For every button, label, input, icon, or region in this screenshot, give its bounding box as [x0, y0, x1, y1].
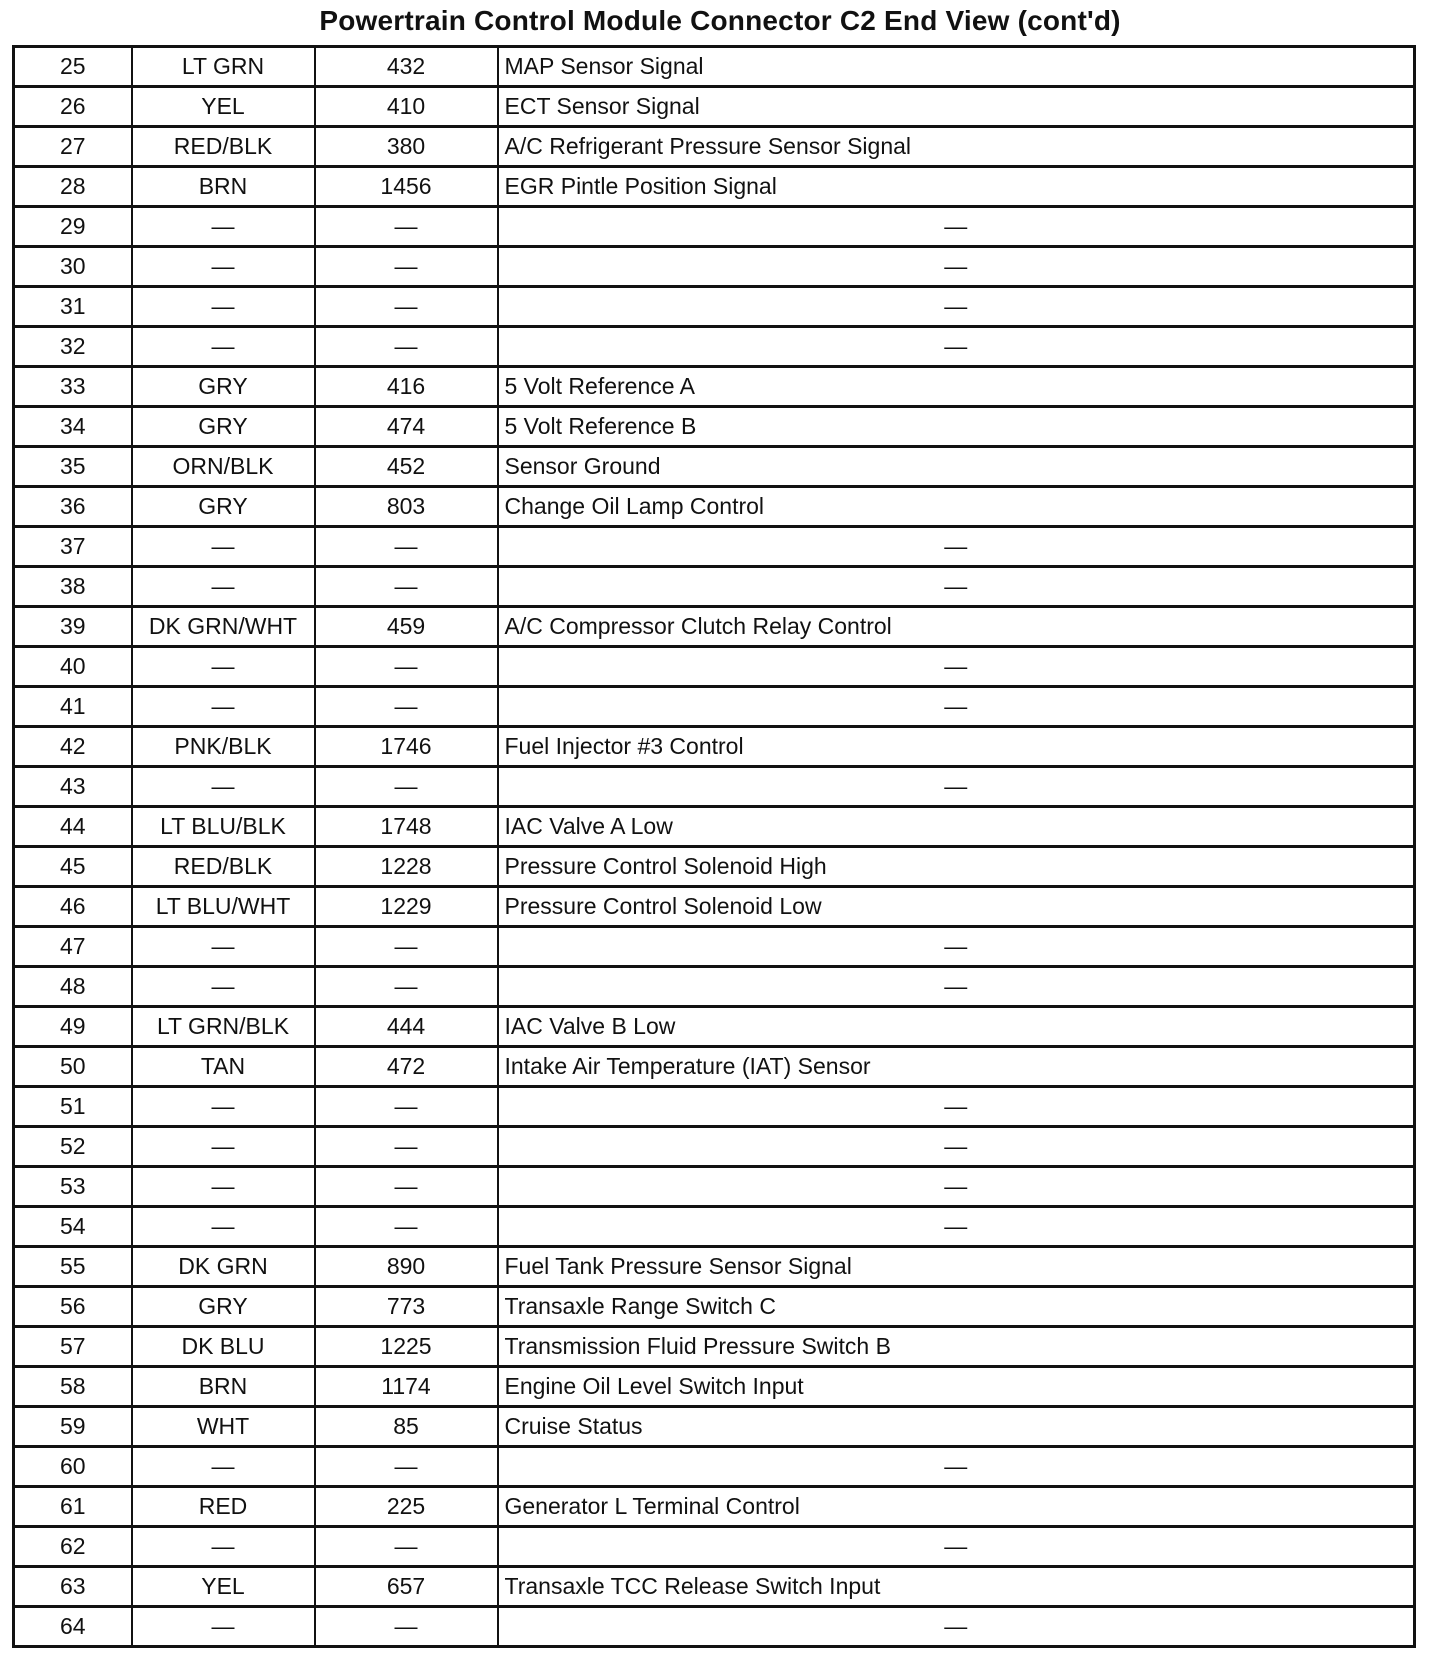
circuit-number-cell: — [315, 287, 498, 327]
function-cell: — [498, 327, 1415, 367]
pin-number-cell: 33 [14, 367, 132, 407]
circuit-number-cell: 410 [315, 87, 498, 127]
circuit-number-cell: 1229 [315, 887, 498, 927]
circuit-number-cell: — [315, 1087, 498, 1127]
wire-color-cell: BRN [132, 1367, 315, 1407]
wire-color-cell: BRN [132, 167, 315, 207]
table-row [14, 1007, 1415, 1047]
page-title: Powertrain Control Module Connector C2 End View (cont'd) [319, 5, 1121, 36]
circuit-number-cell: 1746 [315, 727, 498, 767]
function-cell: Transaxle Range Switch C [498, 1287, 1415, 1327]
table-row [14, 647, 1415, 687]
table-row [14, 1367, 1415, 1407]
wire-color-cell: — [132, 1087, 315, 1127]
table-row [14, 887, 1415, 927]
table-row [14, 167, 1415, 207]
function-cell: — [498, 287, 1415, 327]
pin-number-cell: 28 [14, 167, 132, 207]
circuit-number-cell: — [315, 1447, 498, 1487]
table-row [14, 927, 1415, 967]
function-cell: ECT Sensor Signal [498, 87, 1415, 127]
pin-number-cell: 52 [14, 1127, 132, 1167]
circuit-number-cell: 416 [315, 367, 498, 407]
circuit-number-cell: 474 [315, 407, 498, 447]
pin-number-cell: 27 [14, 127, 132, 167]
circuit-number-cell: 459 [315, 607, 498, 647]
function-cell: — [498, 247, 1415, 287]
wire-color-cell: — [132, 767, 315, 807]
pin-number-cell: 61 [14, 1487, 132, 1527]
table-row [14, 607, 1415, 647]
table-row [14, 1167, 1415, 1207]
table-row [14, 1127, 1415, 1167]
function-cell: Generator L Terminal Control [498, 1487, 1415, 1527]
pin-number-cell: 29 [14, 207, 132, 247]
table-row [14, 47, 1415, 87]
function-cell: — [498, 1127, 1415, 1167]
pin-number-cell: 56 [14, 1287, 132, 1327]
pin-number-cell: 25 [14, 47, 132, 87]
table-row [14, 487, 1415, 527]
table-row [14, 1327, 1415, 1367]
pin-number-cell: 34 [14, 407, 132, 447]
table-row [14, 567, 1415, 607]
table-row [14, 1447, 1415, 1487]
table-row [14, 807, 1415, 847]
function-cell: 5 Volt Reference B [498, 407, 1415, 447]
circuit-number-cell: 773 [315, 1287, 498, 1327]
table-row [14, 1407, 1415, 1447]
function-cell: Fuel Tank Pressure Sensor Signal [498, 1247, 1415, 1287]
pin-number-cell: 32 [14, 327, 132, 367]
wire-color-cell: YEL [132, 1567, 315, 1607]
function-cell: IAC Valve A Low [498, 807, 1415, 847]
function-cell: MAP Sensor Signal [498, 47, 1415, 87]
wire-color-cell: — [132, 287, 315, 327]
pin-number-cell: 42 [14, 727, 132, 767]
table-row [14, 1607, 1415, 1647]
pinout-rows [14, 47, 1415, 1647]
function-cell: — [498, 1207, 1415, 1247]
circuit-number-cell: 803 [315, 487, 498, 527]
wire-color-cell: RED/BLK [132, 847, 315, 887]
wire-color-cell: — [132, 647, 315, 687]
function-cell: — [498, 207, 1415, 247]
wire-color-cell: RED/BLK [132, 127, 315, 167]
wire-color-cell: LT GRN/BLK [132, 1007, 315, 1047]
circuit-number-cell: 1174 [315, 1367, 498, 1407]
wire-color-cell: — [132, 207, 315, 247]
circuit-number-cell: 1748 [315, 807, 498, 847]
wire-color-cell: — [132, 327, 315, 367]
pin-number-cell: 38 [14, 567, 132, 607]
wire-color-cell: — [132, 1607, 315, 1647]
table-row [14, 1087, 1415, 1127]
wire-color-cell: LT GRN [132, 47, 315, 87]
function-cell: Engine Oil Level Switch Input [498, 1367, 1415, 1407]
pin-number-cell: 53 [14, 1167, 132, 1207]
wire-color-cell: YEL [132, 87, 315, 127]
function-cell: — [498, 1087, 1415, 1127]
pin-number-cell: 59 [14, 1407, 132, 1447]
pin-number-cell: 26 [14, 87, 132, 127]
function-cell: A/C Refrigerant Pressure Sensor Signal [498, 127, 1415, 167]
function-cell: Pressure Control Solenoid Low [498, 887, 1415, 927]
table-row [14, 1287, 1415, 1327]
table-row [14, 1527, 1415, 1567]
circuit-number-cell: — [315, 207, 498, 247]
wire-color-cell: PNK/BLK [132, 727, 315, 767]
table-row [14, 847, 1415, 887]
wire-color-cell: TAN [132, 1047, 315, 1087]
wire-color-cell: — [132, 1527, 315, 1567]
function-cell: — [498, 527, 1415, 567]
circuit-number-cell: — [315, 247, 498, 287]
table-row [14, 207, 1415, 247]
pin-number-cell: 50 [14, 1047, 132, 1087]
function-cell: Sensor Ground [498, 447, 1415, 487]
circuit-number-cell: 444 [315, 1007, 498, 1047]
function-cell: Change Oil Lamp Control [498, 487, 1415, 527]
circuit-number-cell: 225 [315, 1487, 498, 1527]
circuit-number-cell: — [315, 687, 498, 727]
pin-number-cell: 35 [14, 447, 132, 487]
function-cell: — [498, 647, 1415, 687]
wire-color-cell: ORN/BLK [132, 447, 315, 487]
function-cell: — [498, 1447, 1415, 1487]
pin-number-cell: 51 [14, 1087, 132, 1127]
function-cell: Fuel Injector #3 Control [498, 727, 1415, 767]
function-cell: A/C Compressor Clutch Relay Control [498, 607, 1415, 647]
pin-number-cell: 44 [14, 807, 132, 847]
wire-color-cell: — [132, 567, 315, 607]
pin-number-cell: 47 [14, 927, 132, 967]
circuit-number-cell: 1228 [315, 847, 498, 887]
wire-color-cell: GRY [132, 407, 315, 447]
table-row [14, 367, 1415, 407]
pin-number-cell: 31 [14, 287, 132, 327]
wire-color-cell: — [132, 687, 315, 727]
wire-color-cell: LT BLU/BLK [132, 807, 315, 847]
pin-number-cell: 49 [14, 1007, 132, 1047]
circuit-number-cell: — [315, 767, 498, 807]
pin-number-cell: 63 [14, 1567, 132, 1607]
table-row [14, 327, 1415, 367]
wire-color-cell: — [132, 527, 315, 567]
pin-number-cell: 57 [14, 1327, 132, 1367]
pin-number-cell: 30 [14, 247, 132, 287]
wire-color-cell: WHT [132, 1407, 315, 1447]
function-cell: — [498, 1167, 1415, 1207]
circuit-number-cell: 657 [315, 1567, 498, 1607]
circuit-number-cell: 472 [315, 1047, 498, 1087]
table-row [14, 1567, 1415, 1607]
wire-color-cell: GRY [132, 487, 315, 527]
circuit-number-cell: — [315, 1167, 498, 1207]
wire-color-cell: GRY [132, 367, 315, 407]
wire-color-cell: — [132, 967, 315, 1007]
circuit-number-cell: — [315, 1607, 498, 1647]
pin-number-cell: 46 [14, 887, 132, 927]
table-row [14, 1487, 1415, 1527]
wire-color-cell: DK GRN [132, 1247, 315, 1287]
function-cell: Intake Air Temperature (IAT) Sensor [498, 1047, 1415, 1087]
table-row [14, 1047, 1415, 1087]
pin-number-cell: 54 [14, 1207, 132, 1247]
pin-number-cell: 37 [14, 527, 132, 567]
function-cell: — [498, 1527, 1415, 1567]
table-row [14, 967, 1415, 1007]
table-row [14, 247, 1415, 287]
wire-color-cell: RED [132, 1487, 315, 1527]
table-row [14, 127, 1415, 167]
function-cell: — [498, 927, 1415, 967]
circuit-number-cell: — [315, 527, 498, 567]
table-row [14, 687, 1415, 727]
circuit-number-cell: — [315, 1527, 498, 1567]
function-cell: IAC Valve B Low [498, 1007, 1415, 1047]
wire-color-cell: LT BLU/WHT [132, 887, 315, 927]
pin-number-cell: 48 [14, 967, 132, 1007]
function-cell: — [498, 767, 1415, 807]
circuit-number-cell: — [315, 1207, 498, 1247]
wire-color-cell: DK BLU [132, 1327, 315, 1367]
pin-number-cell: 62 [14, 1527, 132, 1567]
connector-pinout-table [12, 45, 1416, 1648]
pin-number-cell: 55 [14, 1247, 132, 1287]
table-row [14, 1207, 1415, 1247]
wire-color-cell: DK GRN/WHT [132, 607, 315, 647]
table-row [14, 287, 1415, 327]
circuit-number-cell: — [315, 327, 498, 367]
function-cell: 5 Volt Reference A [498, 367, 1415, 407]
pin-number-cell: 45 [14, 847, 132, 887]
pin-number-cell: 36 [14, 487, 132, 527]
function-cell: Transaxle TCC Release Switch Input [498, 1567, 1415, 1607]
circuit-number-cell: 1456 [315, 167, 498, 207]
circuit-number-cell: 380 [315, 127, 498, 167]
table-row [14, 1247, 1415, 1287]
pin-number-cell: 64 [14, 1607, 132, 1647]
wire-color-cell: — [132, 1207, 315, 1247]
table-row [14, 407, 1415, 447]
pin-number-cell: 43 [14, 767, 132, 807]
circuit-number-cell: — [315, 647, 498, 687]
function-cell: Cruise Status [498, 1407, 1415, 1447]
function-cell: — [498, 967, 1415, 1007]
function-cell: — [498, 567, 1415, 607]
wire-color-cell: GRY [132, 1287, 315, 1327]
function-cell: Transmission Fluid Pressure Switch B [498, 1327, 1415, 1367]
table-row [14, 527, 1415, 567]
circuit-number-cell: 85 [315, 1407, 498, 1447]
circuit-number-cell: — [315, 967, 498, 1007]
wire-color-cell: — [132, 927, 315, 967]
wire-color-cell: — [132, 1167, 315, 1207]
pin-number-cell: 58 [14, 1367, 132, 1407]
table-row [14, 727, 1415, 767]
circuit-number-cell: 432 [315, 47, 498, 87]
wire-color-cell: — [132, 1127, 315, 1167]
pin-number-cell: 41 [14, 687, 132, 727]
circuit-number-cell: — [315, 1127, 498, 1167]
circuit-number-cell: 890 [315, 1247, 498, 1287]
circuit-number-cell: — [315, 567, 498, 607]
circuit-number-cell: — [315, 927, 498, 967]
pin-number-cell: 60 [14, 1447, 132, 1487]
function-cell: — [498, 687, 1415, 727]
circuit-number-cell: 452 [315, 447, 498, 487]
pin-number-cell: 39 [14, 607, 132, 647]
function-cell: EGR Pintle Position Signal [498, 167, 1415, 207]
wire-color-cell: — [132, 247, 315, 287]
table-row [14, 447, 1415, 487]
wire-color-cell: — [132, 1447, 315, 1487]
function-cell: Pressure Control Solenoid High [498, 847, 1415, 887]
circuit-number-cell: 1225 [315, 1327, 498, 1367]
function-cell: — [498, 1607, 1415, 1647]
table-row [14, 767, 1415, 807]
table-row [14, 87, 1415, 127]
pin-number-cell: 40 [14, 647, 132, 687]
